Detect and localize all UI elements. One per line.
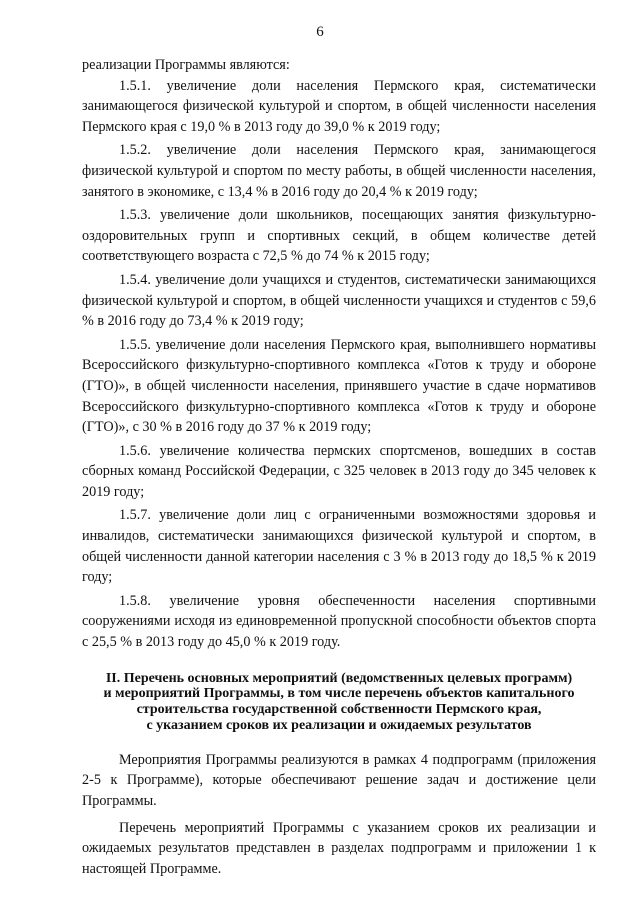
list-item: 1.5.2. увеличение доли населения Пермского края, занимающегося физической культурой и спортом по месту работы, в общей численности населения, занятого в экономике, с 13,4 % в 2016 году до 20,4 % к 2019 году; [82,142,596,200]
list-item: 1.5.1. увеличение доли населения Пермского края, систематически занимающегося физической культурой и спортом, в общей численности населения Пермского края с 19,0 % в 2013 году до 39,0 % к 2019 году; [82,77,596,135]
section-heading-line: II. Перечень основных мероприятий (ведомственных целевых программ) [105,670,573,686]
section-heading-line: строительства государственной собственности Пермского края, [136,702,542,718]
body-paragraph: Перечень мероприятий Программы с указанием сроков их реализации и ожидаемых результатов представлен в разделах подпрограмм и приложении 1 к настоящей Программе. [82,819,596,877]
list-item: 1.5.5. увеличение доли населения Пермского края, выполнившего нормативы Всероссийского физкультурно-спортивного комплекса «Готов к труду и обороне (ГТО)», в общей численности населения, принявшего участие в сдаче нормативов Всероссийского физкультурно-спортивного комплекса «Готов к труду и обороне (ГТО)», с 30 % в 2016 году до 37 % к 2019 году; [82,336,596,436]
section-heading-line: с указанием сроков их реализации и ожидаемых результатов [146,718,532,734]
section-heading [82,671,596,734]
list-item: 1.5.7. увеличение доли лиц с ограниченными возможностями здоровья и инвалидов, систематически занимающихся физической культурой и спортом, в общей численности данной категории населения с 3 % в 2013 году до 18,5 % к 2019 году; [82,507,596,586]
list-item: 1.5.3. увеличение доли школьников, посещающих занятия физкультурно-оздоровительных групп и спортивных секций, в общем количестве детей соответствующего возраста с 72,5 % до 74 % к 2015 году; [82,207,596,265]
section-heading-line: и мероприятий Программы, в том числе перечень объектов капитального [103,686,575,702]
list-item: 1.5.4. увеличение доли учащихся и студентов, систематически занимающихся физической культурой и спортом, в общей численности учащихся и студентов с 59,6 % в 2016 году до 73,4 % к 2019 году; [82,271,596,330]
intro-text: реализации Программы являются: [82,57,290,73]
body-paragraph: Мероприятия Программы реализуются в рамках 4 подпрограмм (приложения 2-5 к Программе), которые обеспечивают решение задач и достижение цели Программы. [82,751,596,809]
page-number: 6 [316,24,324,40]
document-body [82,55,596,885]
list-item: 1.5.8. увеличение уровня обеспеченности населения спортивными сооружениями исходя из единовременной пропускной способности объектов спорта с 25,5 % в 2013 году до 45,0 % к 2019 году. [82,592,596,651]
list-item: 1.5.6. увеличение количества пермских спортсменов, вошедших в состав сборных команд Российской Федерации, с 325 человек в 2013 году до 345 человек к 2019 году; [82,442,596,500]
